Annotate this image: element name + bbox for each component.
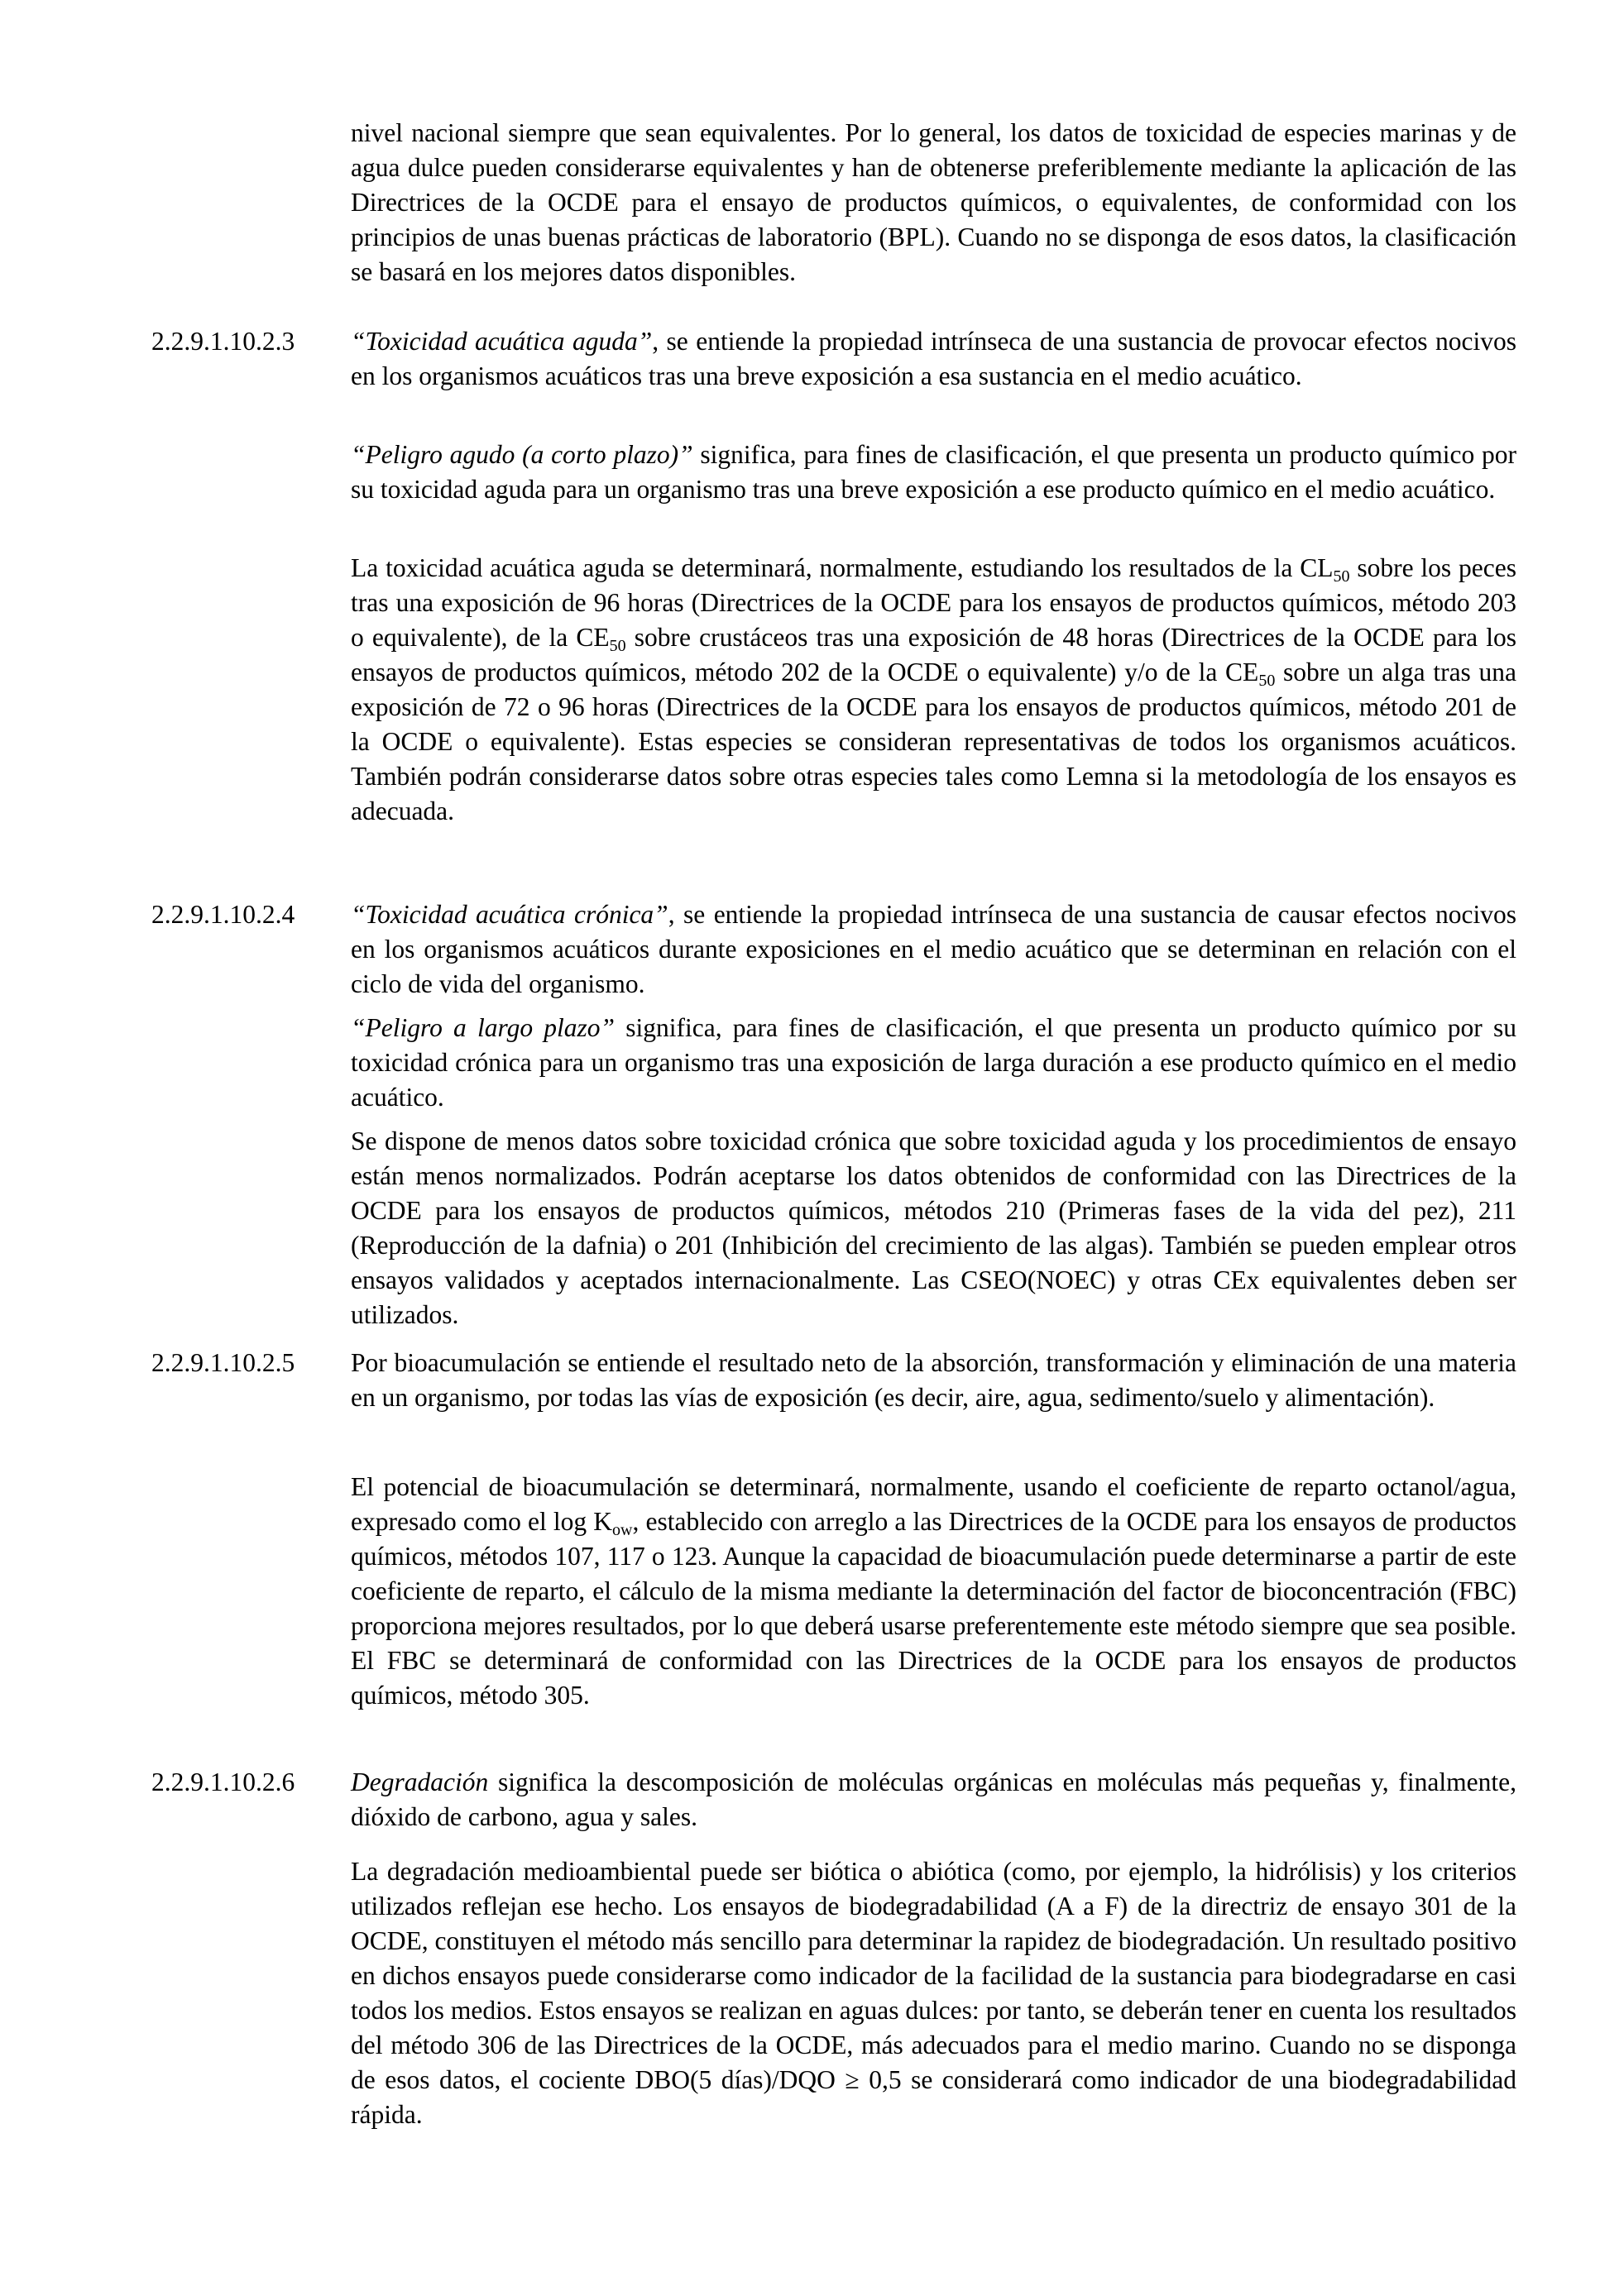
section-number: 2.2.9.1.10.2.6 <box>151 1767 295 1796</box>
subscript: 50 <box>1258 672 1276 690</box>
paragraph-toxicidad-cronica-detalle <box>151 1124 1516 1332</box>
paragraph-text <box>351 324 1516 394</box>
paragraph-text <box>351 438 1516 507</box>
paragraph-text <box>351 897 1516 1002</box>
section-number: 2.2.9.1.10.2.5 <box>151 1348 295 1377</box>
defined-term: “Peligro agudo (a corto plazo)” <box>351 440 693 469</box>
defined-term: Degradación <box>351 1767 489 1796</box>
paragraph-text <box>351 1011 1516 1115</box>
text-part: El potencial de bioacumulación se determinará, normalmente, usando el coeficiente de reparto octanol/agua, expresado como el log K <box>351 1472 1516 1536</box>
subscript: 50 <box>609 637 626 655</box>
text-part: sobre un alga tras una exposición de 72 o 96 horas (Directrices de la OCDE para los ensayos de productos químicos, método 201 de la OCDE o equivalente). Estas especies se consideran representativas de todos los organismos acuáticos. También podrán considerarse datos sobre otras especies tales como Lemna si la metodología de los ensayos es adecuada. <box>351 658 1517 825</box>
section-2-2-9-1-10-2-4 <box>151 897 1516 1002</box>
section-number: 2.2.9.1.10.2.4 <box>151 900 295 929</box>
paragraph-body: significa, para fines de clasificación, el que presenta un producto químico por su toxicidad crónica para un organismo tras una exposición de larga duración a ese producto químico en el medio acuático. <box>351 1013 1516 1112</box>
paragraph-text <box>351 1765 1516 1834</box>
section-number: 2.2.9.1.10.2.3 <box>151 327 295 356</box>
defined-term: “Peligro a largo plazo” <box>351 1013 616 1042</box>
paragraph-degradacion-detalle <box>151 1854 1516 2132</box>
section-2-2-9-1-10-2-3 <box>151 324 1516 394</box>
subscript: 50 <box>1333 567 1350 586</box>
subscript: ow <box>612 1521 633 1539</box>
paragraph-toxicidad-aguda-detalle <box>151 551 1516 829</box>
section-2-2-9-1-10-2-5 <box>151 1346 1516 1415</box>
section-2-2-9-1-10-2-6 <box>151 1765 1516 1834</box>
paragraph-body: , se entiende la propiedad intrínseca de una sustancia de causar efectos nocivos en los organismos acuáticos durante exposiciones en el medio acuático que se determinan en relación con el ciclo de vida del organismo. <box>351 900 1516 998</box>
paragraph-body: significa, para fines de clasificación, el que presenta un producto químico por su toxicidad aguda para un organismo tras una breve exposición a ese producto químico en el medio acuático. <box>351 440 1516 504</box>
paragraph-text <box>351 1124 1516 1332</box>
paragraph-body: , se entiende la propiedad intrínseca de una sustancia de provocar efectos nocivos en los organismos acuáticos tras una breve exposición a esa sustancia en el medio acuático. <box>351 327 1516 390</box>
paragraph-body: significa la descomposición de moléculas orgánicas en moléculas más pequeñas y, finalmente, dióxido de carbono, agua y sales. <box>351 1767 1516 1831</box>
paragraph-text <box>351 1346 1516 1415</box>
defined-term: “Toxicidad acuática crónica” <box>351 900 668 929</box>
paragraph-continuation <box>151 116 1516 289</box>
text-part: La toxicidad acuática aguda se determinará, normalmente, estudiando los resultados de la CL <box>351 553 1334 582</box>
paragraph-text <box>351 1854 1516 2132</box>
paragraph-peligro-largo-plazo <box>151 1011 1516 1115</box>
paragraph-peligro-agudo <box>151 438 1516 507</box>
paragraph-body: La degradación medioambiental puede ser biótica o abiótica (como, por ejemplo, la hidrólisis) y los criterios utilizados reflejan ese hecho. Los ensayos de biodegradabilidad (A a F) de la directriz de ensayo 301 de la OCDE, constituyen el método más sencillo para determinar la rapidez de biodegradación. Un resultado positivo en dichos ensayos puede considerarse como indicador de la facilidad de la sustancia para biodegradarse en casi todos los medios. Estos ensayos se realizan en aguas dulces: por tanto, se deberán tener en cuenta los resultados del método 306 de las Directrices de la OCDE, más adecuados para el medio marino. Cuando no se disponga de esos datos, el cociente DBO(5 días)/DQO ≥ 0,5 se considerará como indicador de una biodegradabilidad rápida. <box>351 1857 1516 2129</box>
text-part: sobre los peces tras una exposición de 96 horas (Directrices de la OCDE para los ensayos de productos químicos, método 203 o equivalente), de la CE <box>351 553 1516 652</box>
text-part: sobre crustáceos tras una exposición de 48 horas (Directrices de la OCDE para los ensayos de productos químicos, método 202 de la OCDE o equivalente) y/o de la CE <box>351 623 1516 686</box>
paragraph-text <box>351 551 1516 829</box>
paragraph-bioacumulacion-detalle <box>151 1470 1516 1713</box>
paragraph-body: nivel nacional siempre que sean equivalentes. Por lo general, los datos de toxicidad de especies marinas y de agua dulce pueden considerarse equivalentes y han de obtenerse preferiblemente mediante la aplicación de las Directrices de la OCDE para el ensayo de productos químicos, o equivalentes, de conformidad con los principios de unas buenas prácticas de laboratorio (BPL). Cuando no se disponga de esos datos, la clasificación se basará en los mejores datos disponibles. <box>351 118 1516 286</box>
paragraph-text <box>351 116 1516 289</box>
paragraph-body: Se dispone de menos datos sobre toxicidad crónica que sobre toxicidad aguda y los procedimientos de ensayo están menos normalizados. Podrán aceptarse los datos obtenidos de conformidad con las Directrices de la OCDE para los ensayos de productos químicos, métodos 210 (Primeras fases de la vida del pez), 211 (Reproducción de la dafnia) o 201 (Inhibición del crecimiento de las algas). También se pueden emplear otros ensayos validados y aceptados internacionalmente. Las CSEO(NOEC) y otras CEx equivalentes deben ser utilizados. <box>351 1126 1516 1329</box>
defined-term: “Toxicidad acuática aguda” <box>351 327 653 356</box>
text-part: , establecido con arreglo a las Directrices de la OCDE para los ensayos de productos químicos, métodos 107, 117 o 123. Aunque la capacidad de bioacumulación puede determinarse a partir de este coeficiente de reparto, el cálculo de la misma mediante la determinación del factor de bioconcentración (FBC) proporciona mejores resultados, por lo que deberá usarse preferentemente este método siempre que sea posible. El FBC se determinará de conformidad con las Directrices de la OCDE para los ensayos de productos químicos, método 305. <box>351 1507 1516 1710</box>
paragraph-text <box>351 1470 1516 1713</box>
paragraph-body: Por bioacumulación se entiende el resultado neto de la absorción, transformación y eliminación de una materia en un organismo, por todas las vías de exposición (es decir, aire, agua, sedimento/suelo y alimentación). <box>351 1348 1516 1412</box>
